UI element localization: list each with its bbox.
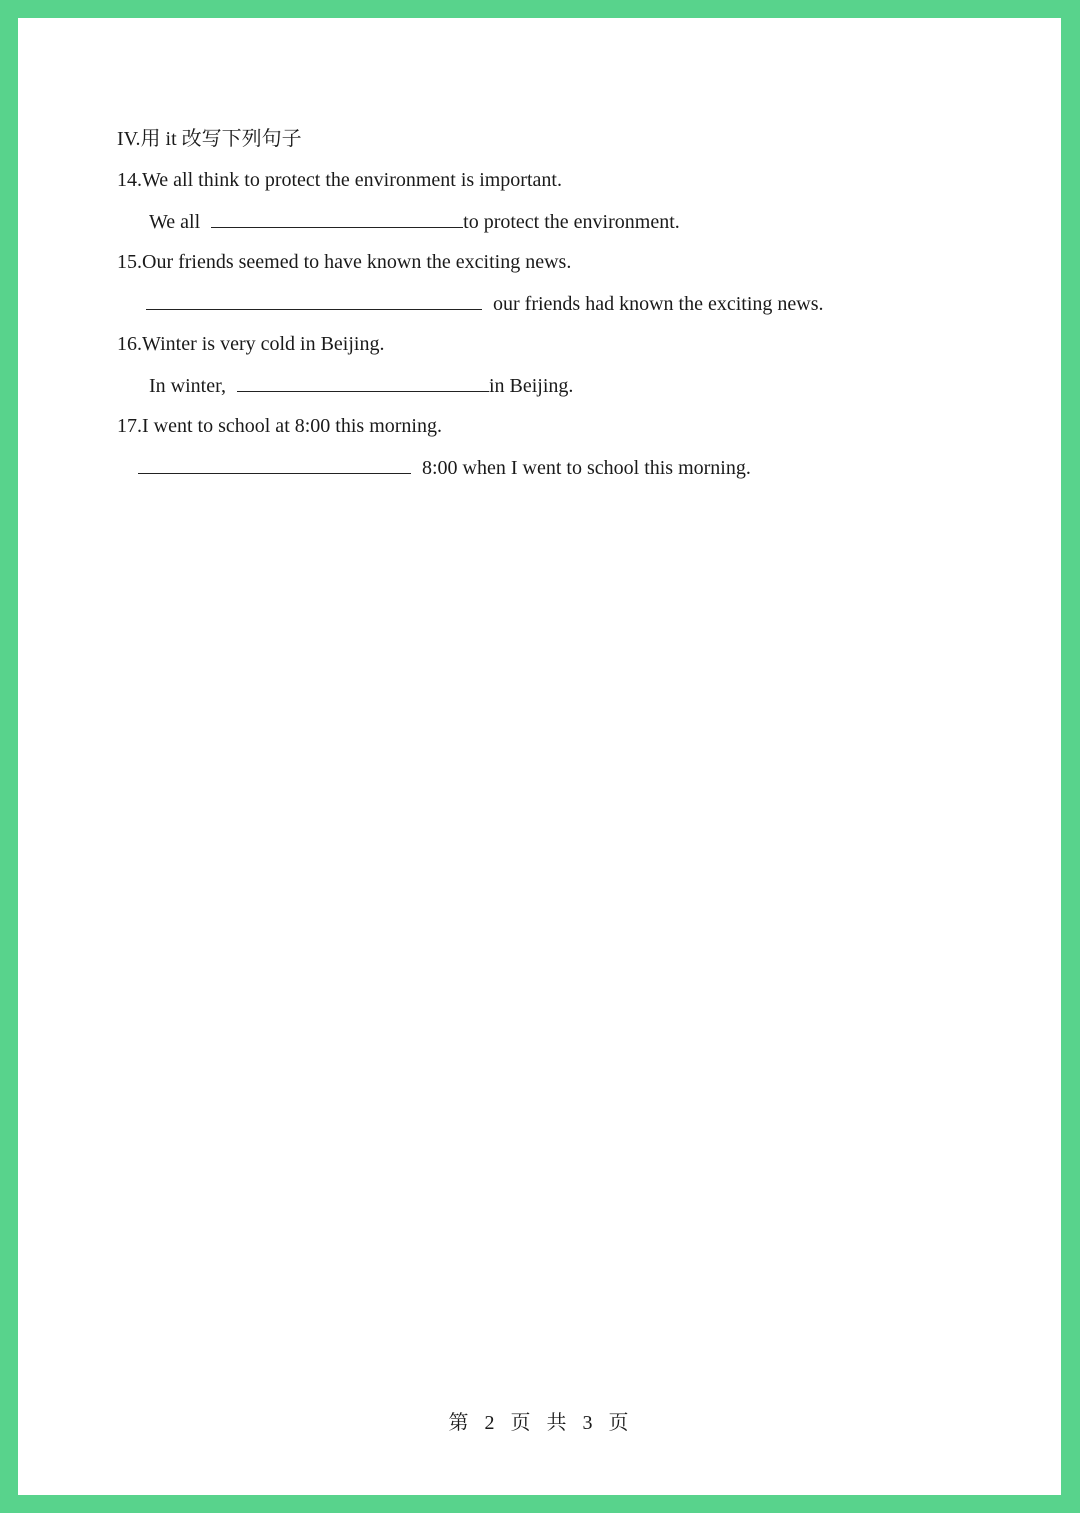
- question-17-answer-suffix: 8:00 when I went to school this morning.: [422, 457, 751, 479]
- question-14-prompt: 14.We all think to protect the environment is important.: [117, 169, 562, 191]
- question-16-answer-blank[interactable]: [237, 373, 489, 392]
- question-17-prompt: 17.I went to school at 8:00 this morning.: [117, 415, 442, 437]
- question-15-answer-suffix: our friends had known the exciting news.: [493, 293, 824, 315]
- question-14-answer-blank[interactable]: [211, 209, 463, 228]
- question-16-answer-line: [149, 373, 573, 398]
- question-14-answer-suffix: to protect the environment.: [463, 211, 680, 233]
- page-number-footer: 第 2 页 共 3 页: [448, 1412, 631, 1434]
- question-16-answer-suffix: in Beijing.: [488, 375, 574, 397]
- question-17-answer-line: [138, 455, 751, 480]
- question-14-answer-line: [149, 209, 680, 234]
- worksheet-page: [18, 18, 1061, 1495]
- section-heading: IV.用 it 改写下列句子: [117, 128, 302, 150]
- question-17-answer-blank[interactable]: [138, 455, 411, 474]
- question-16-answer-prefix: In winter,: [149, 375, 226, 397]
- question-15-answer-line: [146, 291, 823, 316]
- question-15-answer-blank[interactable]: [146, 291, 482, 310]
- question-16-prompt: 16.Winter is very cold in Beijing.: [117, 333, 385, 355]
- question-15-prompt: 15.Our friends seemed to have known the exciting news.: [117, 251, 572, 273]
- question-14-answer-prefix: We all: [149, 211, 201, 233]
